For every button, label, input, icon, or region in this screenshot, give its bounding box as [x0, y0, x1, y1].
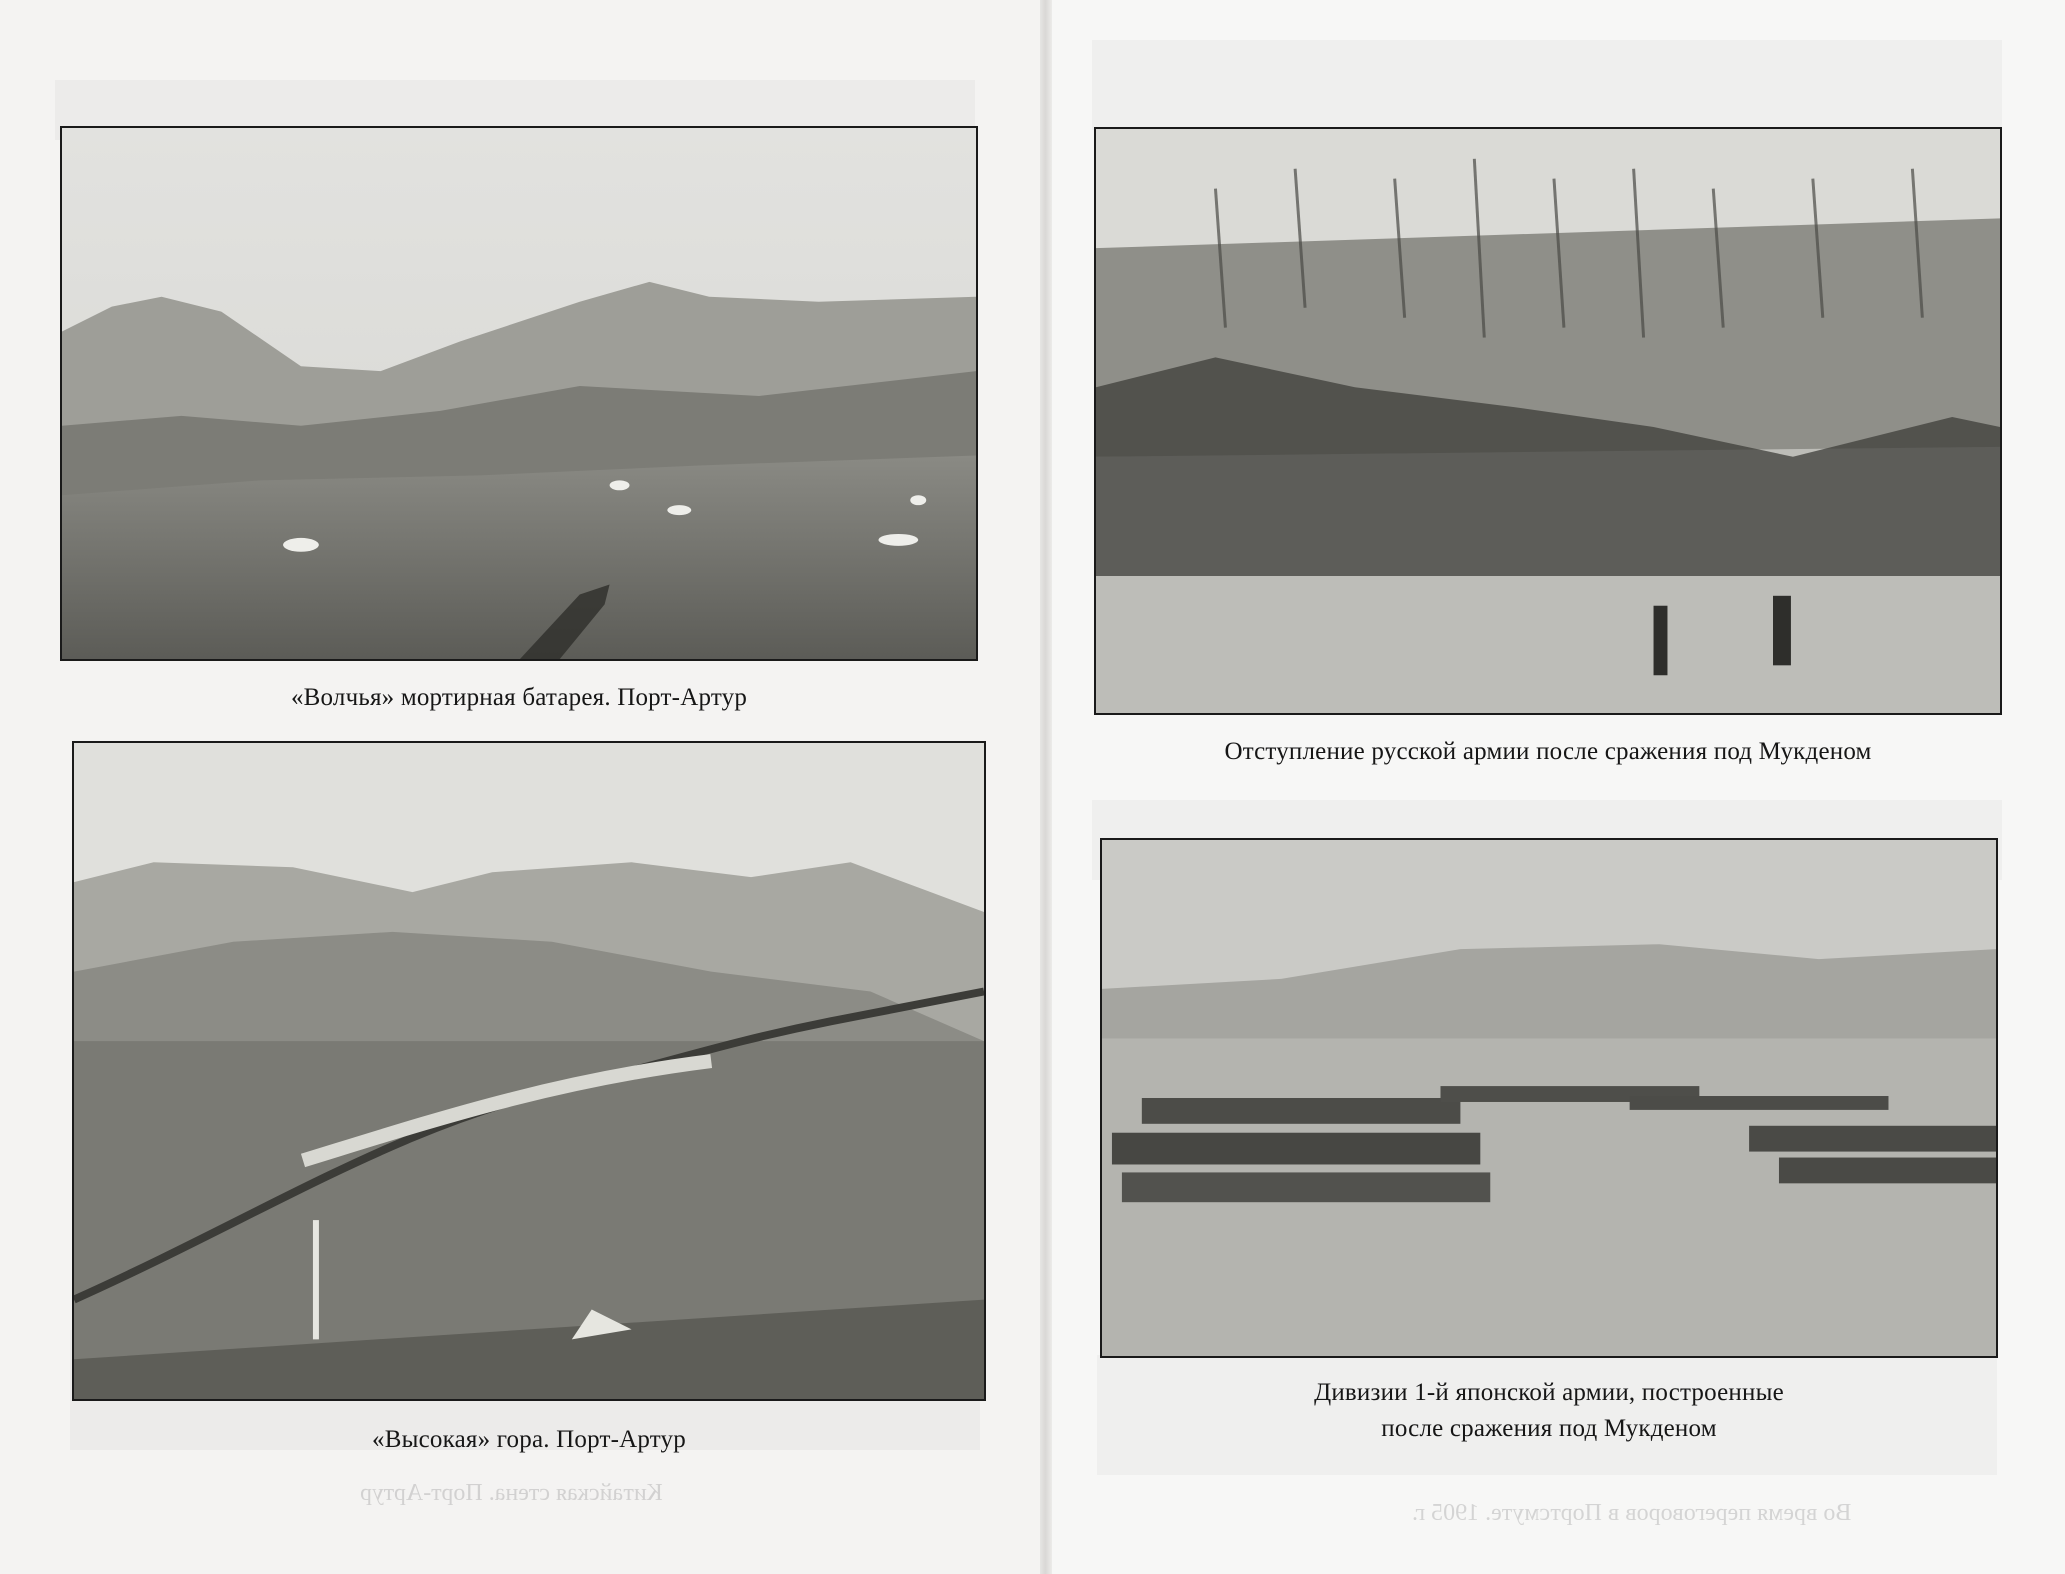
caption-retreat: Отступление русской армии после сражения под Мукденом: [1224, 738, 1872, 765]
caption-wolf-battery: «Волчья» мортирная батарея. Порт-Артур: [290, 684, 748, 711]
caption-high-mountain: «Высокая» гора. Порт-Артур: [372, 1426, 686, 1453]
right-page: [1052, 0, 2065, 1574]
show-through-text: Во время переговоров в Портсмуте. 1905 г.: [1412, 1500, 1852, 1526]
photo-high-mountain: [72, 741, 986, 1401]
photo-retreat: [1094, 127, 2002, 715]
caption-divisions-line-1: Дивизии 1-й японской армии, построенные: [1314, 1379, 1784, 1406]
caption-divisions-line-2: после сражения под Мукденом: [1381, 1415, 1717, 1442]
book-gutter: [1040, 0, 1052, 1574]
photo-divisions: [1100, 838, 1998, 1358]
show-through-band: [1092, 40, 2002, 130]
caption-divisions: [1100, 1375, 1998, 1447]
photo-wolf-battery: [60, 126, 978, 661]
show-through-text: Китайская стена. Порт-Артур: [360, 1480, 663, 1506]
